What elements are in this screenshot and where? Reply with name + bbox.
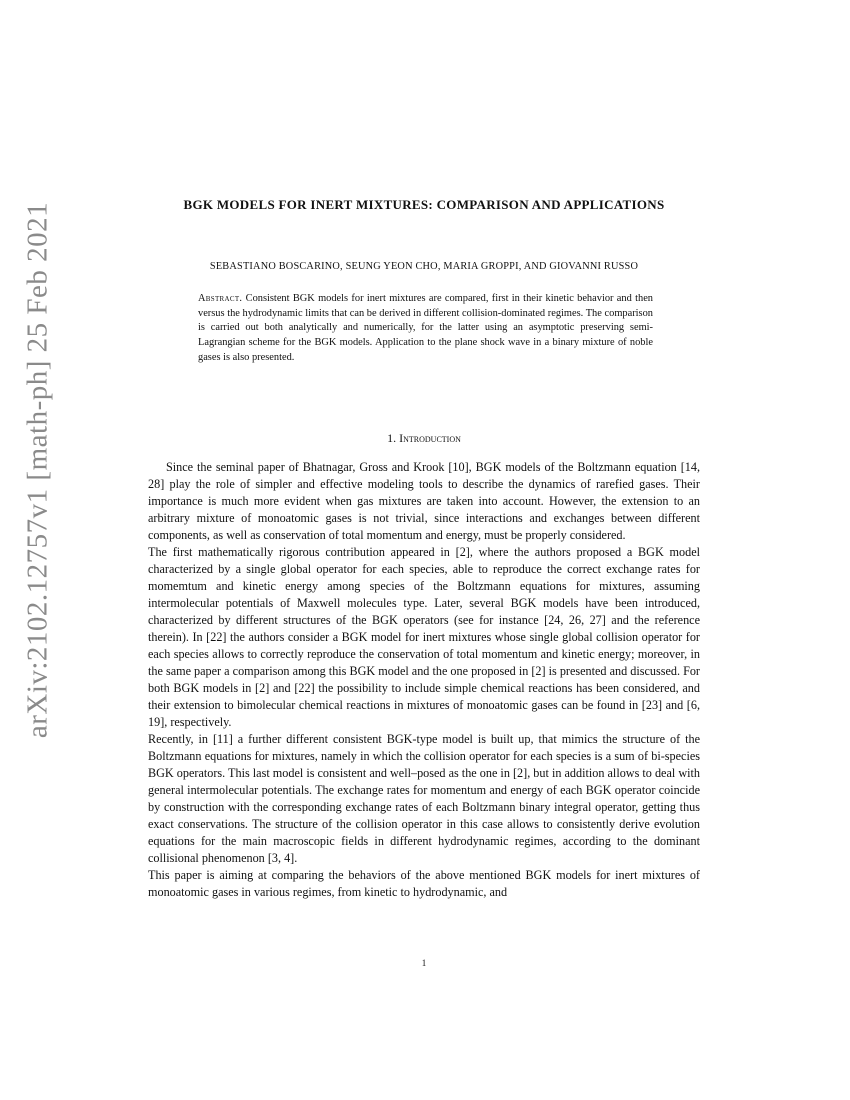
body-text	[148, 459, 700, 901]
abstract	[198, 292, 653, 366]
arxiv-stamp	[8, 0, 68, 1100]
abstract-label: Abstract.	[198, 293, 243, 304]
abstract-text: Consistent BGK models for inert mixtures are compared, first in their kinetic behavior and then versus the hydrodynamic limits that can be derived in different collision-dominated regimes. The comparison is carried out both analytically and numerically, for the latter using an asymptotic preserving semi-Lagrangian scheme for the BGK models. Application to the plane shock wave in a binary mixture of noble gases is also presented.	[198, 293, 653, 363]
section-heading	[148, 431, 700, 446]
section-title: Introduction	[399, 431, 461, 445]
paragraph: This paper is aiming at comparing the behaviors of the above mentioned BGK models for inert mixtures of monoatomic gases in various regimes, from kinetic to hydrodynamic, and	[148, 868, 700, 899]
author-list: SEBASTIANO BOSCARINO, SEUNG YEON CHO, MARIA GROPPI, AND GIOVANNI RUSSO	[209, 261, 639, 272]
section-number: 1.	[387, 431, 397, 445]
paragraph: Recently, in [11] a further different consistent BGK-type model is built up, that mimics the structure of the Boltzmann equations for mixtures, namely in which the collision operator for each species is a sum of bi-species BGK operators. This last model is consistent and well–posed as the one in [2], but in addition allows to deal with general intermolecular potentials. The exchange rates for momentum and energy of each BGK operator coincide by construction with the corresponding exchange rates of each Boltzmann binary integral operator, getting thus exact conservations. The structure of the collision operator in this case allows to consistently derive evolution equations for the main macroscopic fields in different hydrodynamic regimes, according to the dominant collisional phenomenon [3, 4].	[148, 732, 700, 865]
arxiv-identifier: arXiv:2102.12757v1 [math-ph] 25 Feb 2021	[21, 201, 54, 739]
paragraph: Since the seminal paper of Bhatnagar, Gross and Krook [10], BGK models of the Boltzmann equation [14, 28] play the role of simpler and effective modeling tools to describe the dynamics of rarefied gases. Their importance is much more evident when gas mixtures are taken into account. However, the extension to an arbitrary mixture of monoatomic gases is not trivial, since interactions and exchanges between different components, as well as conservation of total momentum and energy, must be properly considered.	[148, 460, 700, 542]
page-number: 1	[421, 958, 427, 968]
paragraph: The first mathematically rigorous contribution appeared in [2], where the authors proposed a BGK model characterized by a single global operator for each species, able to reproduce the correct exchange rates for momemtum and kinetic energy among species of the Boltzmann equations for mixtures, assuming intermolecular potentials of Maxwell molecules type. Later, several BGK models have been introduced, characterized by different structures of the BGK operators (see for instance [24, 26, 27] and the reference therein). In [22] the authors consider a BGK model for inert mixtures whose single global collision operator for each species allows to correctly reproduce the conservation of total momentum and kinetic energy; moreover, in the same paper a comparison among this BGK model and the one proposed in [2] is presented and discussed. For both BGK models in [2] and [22] the possibility to include simple chemical reactions has been considered, and their extension to bimolecular chemical reactions in mixtures of monoatomic gases can be found in [23] and [6, 19], respectively.	[148, 545, 700, 729]
paper-title: BGK MODELS FOR INERT MIXTURES: COMPARISON AND APPLICATIONS	[183, 197, 665, 212]
